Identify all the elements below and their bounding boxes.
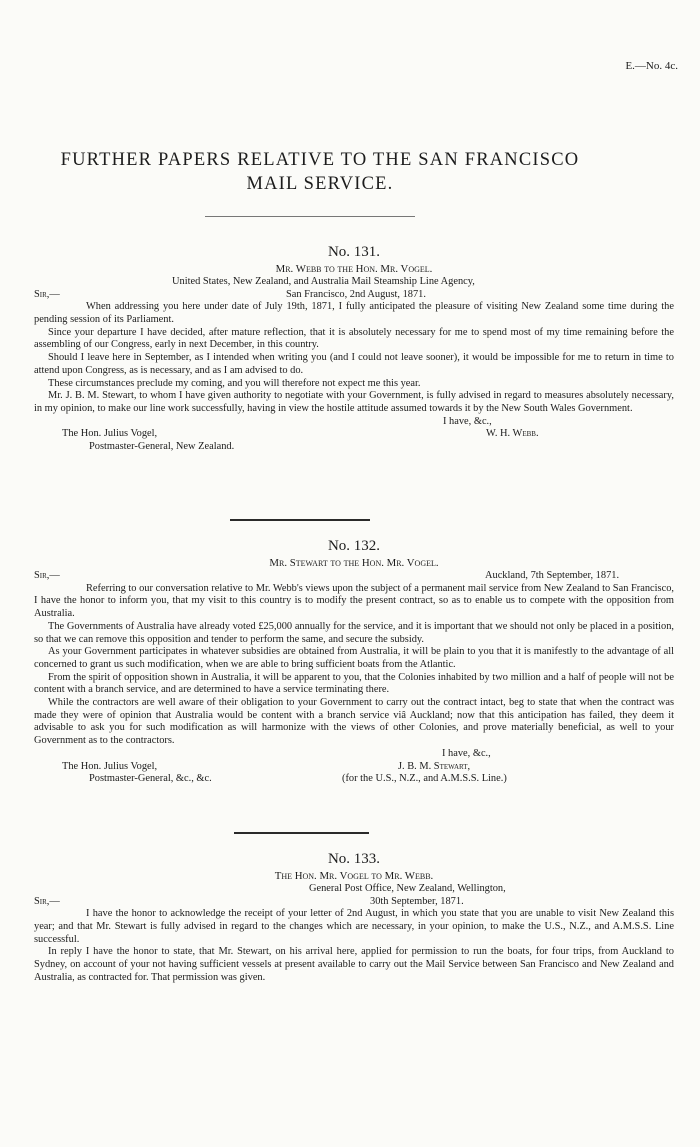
letter-paragraph: Should I leave here in September, as I intended when writing you (and I could not leave sooner), it would be impossible for me to return in time to attend upon Congress, as is necessary, and as I am advised to do.: [34, 352, 674, 376]
letter-132: [34, 537, 674, 786]
letter-date: 30th September, 1871.: [370, 895, 464, 907]
letter-addressee-title: Postmaster-General, &c., &c.: [89, 773, 212, 785]
letter-signature: W. H. Webb.: [486, 428, 539, 440]
letter-number: No. 131.: [327, 244, 381, 260]
letter-signature: J. B. M. Stewart,: [398, 760, 471, 772]
letter-divider: [230, 519, 370, 521]
letter-addressee-title: Postmaster-General, New Zealand.: [89, 441, 235, 453]
letter-closing: I have, &c.,: [443, 415, 492, 427]
letter-salutation: Sir,—: [34, 570, 60, 581]
letter-from: Mr. Webb to the Hon. Mr. Vogel.: [275, 263, 433, 275]
title-line-1: FURTHER PAPERS RELATIVE TO THE SAN FRANCISCO: [60, 150, 580, 170]
document-title: [40, 148, 600, 196]
document-reference: E.—No. 4c.: [625, 60, 678, 72]
letter-paragraph: From the spirit of opposition shown in Australia, it will be apparent to you, that the Colonies inhabited by two million and a half of people will not be content with a branch service, and are determined to have a service terminating there.: [34, 671, 674, 696]
letter-location: United States, New Zealand, and Australia Mail Steamship Line Agency,: [172, 276, 475, 287]
letter-addressee: The Hon. Julius Vogel,: [62, 760, 158, 772]
letter-salutation: Sir,—: [34, 288, 60, 300]
letter-paragraph: In reply I have the honor to state, that Mr. Stewart, on his arrival here, applied for permission to run the boats, for four trips, from Auckland to Sydney, on account of your not having sufficient vessels at present available to carry out the Mail Service between San Francisco and New Zealand and Australia, as contracted for. That permission was given.: [34, 946, 674, 983]
letter-paragraph: Mr. J. B. M. Stewart, to whom I have given authority to negotiate with your Government, is fully advised in regard to measures absolutely necessary, in my opinion, to make our line work successfully, having in view the hostile attitude assumed towards it by the New South Wales Government.: [34, 390, 674, 414]
letter-from: Mr. Stewart to the Hon. Mr. Vogel.: [269, 557, 439, 569]
letter-signature-note: (for the U.S., N.Z., and A.M.S.S. Line.): [342, 773, 507, 785]
letter-salutation: Sir,—: [34, 895, 60, 907]
letter-paragraph: As your Government participates in whatever subsidies are obtained from Australia, it will be plain to you that it is manifestly to the advantage of all concerned to grant us such modification, when we are able to bring sufficient boats from the Atlantic.: [34, 646, 674, 670]
letter-paragraph: I have the honor to acknowledge the receipt of your letter of 2nd August, in which you state that you are unable to visit New Zealand this year; and that Mr. Stewart is fully advised in regard to the changes which are necessary, in your opinion, to make the U.S., N.Z., and A.M.S.S. Line successful.: [34, 908, 674, 945]
letter-131: [34, 243, 674, 454]
letter-paragraph: Referring to our conversation relative to Mr. Webb's views upon the subject of a permanent mail service from New Zealand to San Francisco, I have the honor to inform you, that my visit to this country is to modify the present contract, so as to enable us to compete with the opposition from Australia.: [34, 582, 674, 620]
letter-location: General Post Office, New Zealand, Wellington,: [309, 883, 506, 894]
letter-addressee: The Hon. Julius Vogel,: [62, 428, 158, 440]
letter-number: No. 133.: [327, 851, 381, 867]
letter-closing: I have, &c.,: [442, 747, 491, 759]
letter-133: [34, 850, 674, 985]
letter-date: Auckland, 7th September, 1871.: [485, 570, 620, 581]
title-divider: [205, 216, 415, 217]
letter-paragraph: These circumstances preclude my coming, and you will therefore not expect me this year.: [48, 377, 421, 389]
letter-paragraph: When addressing you here under date of July 19th, 1871, I fully anticipated the pleasure of visiting New Zealand some time during the pending session of its Parliament.: [34, 301, 674, 326]
title-line-2: MAIL SERVICE.: [246, 174, 394, 194]
letter-from: The Hon. Mr. Vogel to Mr. Webb.: [274, 870, 434, 882]
letter-number: No. 132.: [327, 538, 381, 554]
letter-paragraph: While the contractors are well aware of their obligation to your Government to carry out the contract intact, beg to state that when the contract was made they were of opinion that Australia would be content with a branch service viâ Auckland; now that this anticipation has failed, they deem it advisable to ask you for such modification as will harmonize with the views of other Colonies, and prove materially beneficial, as well to your Government as to the contractors.: [34, 697, 674, 747]
letter-paragraph: The Governments of Australia have already voted £25,000 annually for the service, and it is important that we should not only be placed in a position, so that we can remove this opposition and tender to perform the same, and secure the subsidy.: [34, 620, 674, 645]
letter-divider: [234, 832, 369, 834]
letter-paragraph: Since your departure I have decided, after mature reflection, that it is absolutely necessary for me to spend most of my time remaining before the assembling of our Congress, early in next December, in this country.: [34, 326, 674, 351]
letter-date: San Francisco, 2nd August, 1871.: [286, 288, 426, 300]
